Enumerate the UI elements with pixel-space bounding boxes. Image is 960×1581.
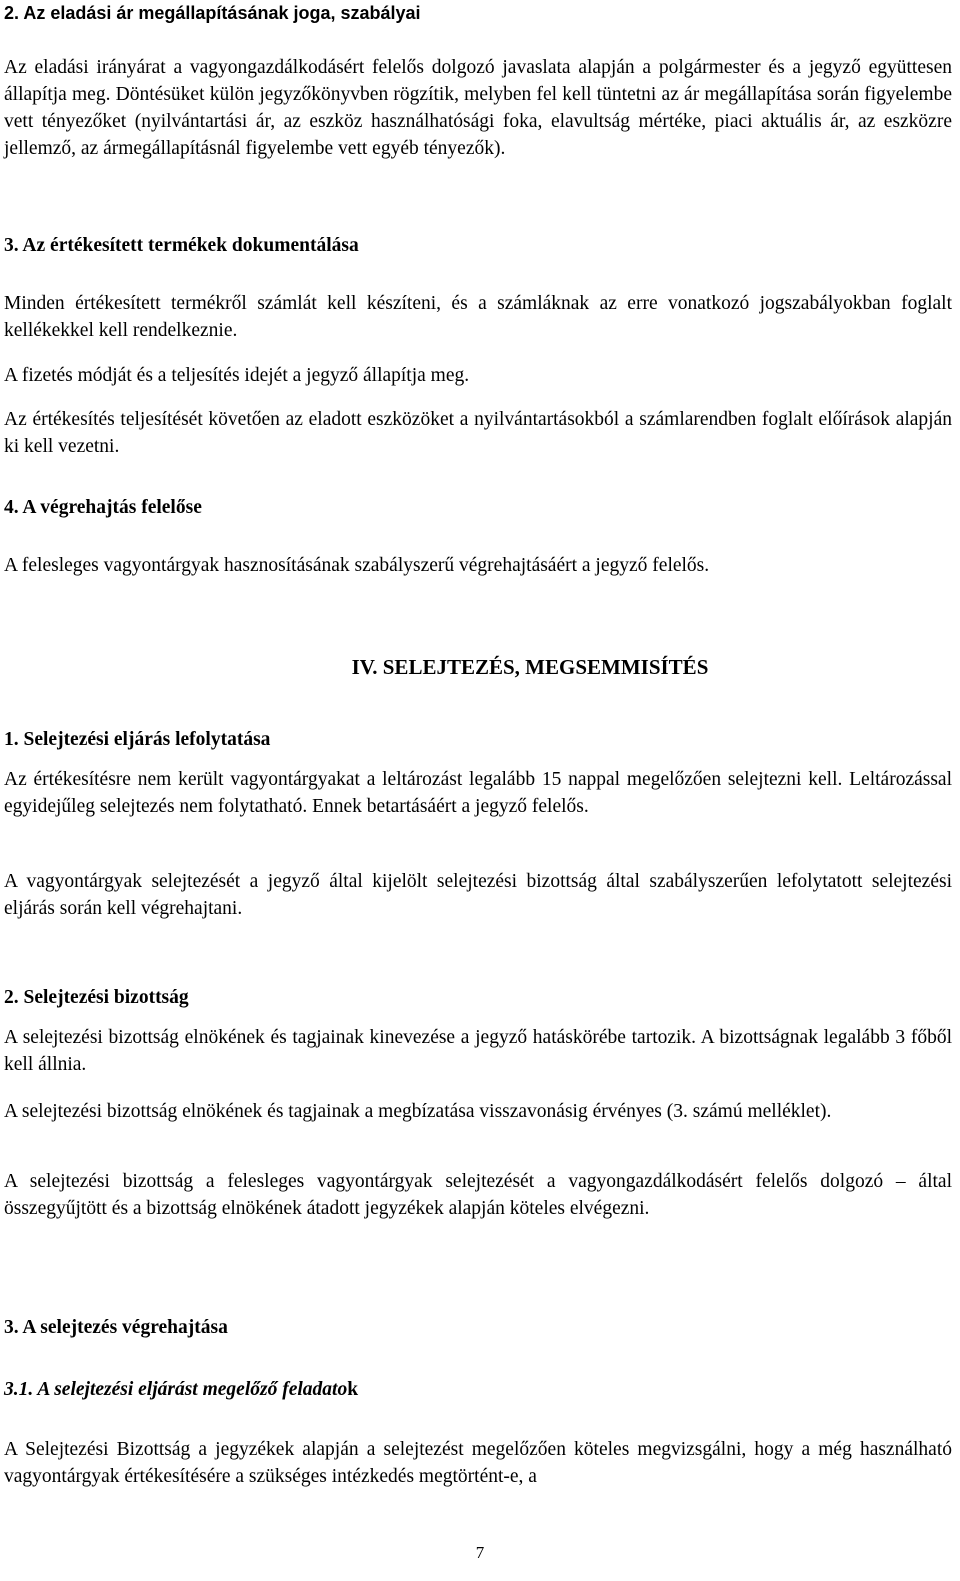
sub1-paragraph-1: Az értékesítésre nem került vagyontárgyakat a leltározást legalább 15 nappal megelőzően selejtezni kell. Leltározással egyidejűleg selejtezés nem folytatható. Ennek betartásáért a jegyző felelős. <box>4 769 952 817</box>
chapter-title: IV. SELEJTEZÉS, MEGSEMMISÍTÉS <box>351 655 709 679</box>
section3-paragraph-2: A fizetés módját és a teljesítés idejét a jegyző állapítja meg. <box>4 365 470 386</box>
section-heading-3: 3. Az értékesített termékek dokumentálása <box>4 235 359 256</box>
subsection-heading-2: 2. Selejtezési bizottság <box>4 987 189 1008</box>
subsection-heading-3: 3. A selejtezés végrehajtása <box>4 1317 228 1338</box>
sub2-paragraph-1: A selejtezési bizottság elnökének és tagjainak kinevezése a jegyző hatáskörébe tartozik. A bizottságnak legalább 3 főből kell állnia. <box>4 1027 952 1075</box>
subsection-heading-3-1 <box>4 1376 952 1403</box>
section-heading-4: 4. A végrehajtás felelőse <box>4 497 202 518</box>
subsection-heading-1: 1. Selejtezési eljárás lefolytatása <box>4 729 271 750</box>
section4-paragraph: A felesleges vagyontárgyak hasznosításának szabályszerű végrehajtásáért a jegyző felelős. <box>4 555 710 576</box>
sub1-paragraph-2: A vagyontárgyak selejtezését a jegyző által kijelölt selejtezési bizottság által szabályszerűen lefolytatott selejtezési eljárás során kell végrehajtani. <box>4 871 952 919</box>
sub31-paragraph: A Selejtezési Bizottság a jegyzékek alapján a selejtezést megelőzően köteles megvizsgálni, hogy a még használható vagyontárgyak értékesítésére a szükséges intézkedés megtörtént-e, a <box>4 1439 952 1487</box>
section3-paragraph-3: Az értékesítés teljesítését követően az eladott eszközöket a nyilvántartásokból a számlarendben foglalt előírások alapján ki kell vezetni. <box>4 409 952 457</box>
sub2-paragraph-3: A selejtezési bizottság a felesleges vagyontárgyak selejtezését a vagyongazdálkodásért felelős dolgozó – által összegyűjtött és a bizottság elnökének átadott jegyzékek alapján köteles elvégezni. <box>4 1171 952 1219</box>
section3-paragraph-1: Minden értékesített termékről számlát kell készíteni, és a számláknak az erre vonatkozó jogszabályokban foglalt kellékekkel kell rendelkeznie. <box>4 293 952 341</box>
sub2-paragraph-2: A selejtezési bizottság elnökének és tagjainak a megbízatása visszavonásig érvényes (3. számú melléklet). <box>4 1101 832 1122</box>
section-heading-2: 2. Az eladási ár megállapításának joga, szabályai <box>4 3 421 23</box>
section2-paragraph-text: Az eladási irányárat a vagyongazdálkodásért felelős dolgozó javaslata alapján a polgármester és a jegyző együttesen állapítja meg. Döntésüket külön jegyzőkönyvben rögzítik, melyben fel kell tüntetni az ár megállapítása során figyelembe vett tényezőket (nyilvántartási ár, az eszköz használhatósági foka, elavultság mértéke, piaci aktuális ár, az eszközre jellemző, az ármegállapításnál figyelembe vett egyéb tényezők). <box>4 57 952 159</box>
page-number: 7 <box>475 1543 485 1562</box>
sub31-heading-italic: 3.1. A selejtezési eljárást megelőző feladato <box>4 1379 348 1400</box>
sub31-heading-tail: k <box>347 1379 359 1400</box>
section2-paragraph <box>4 54 952 162</box>
